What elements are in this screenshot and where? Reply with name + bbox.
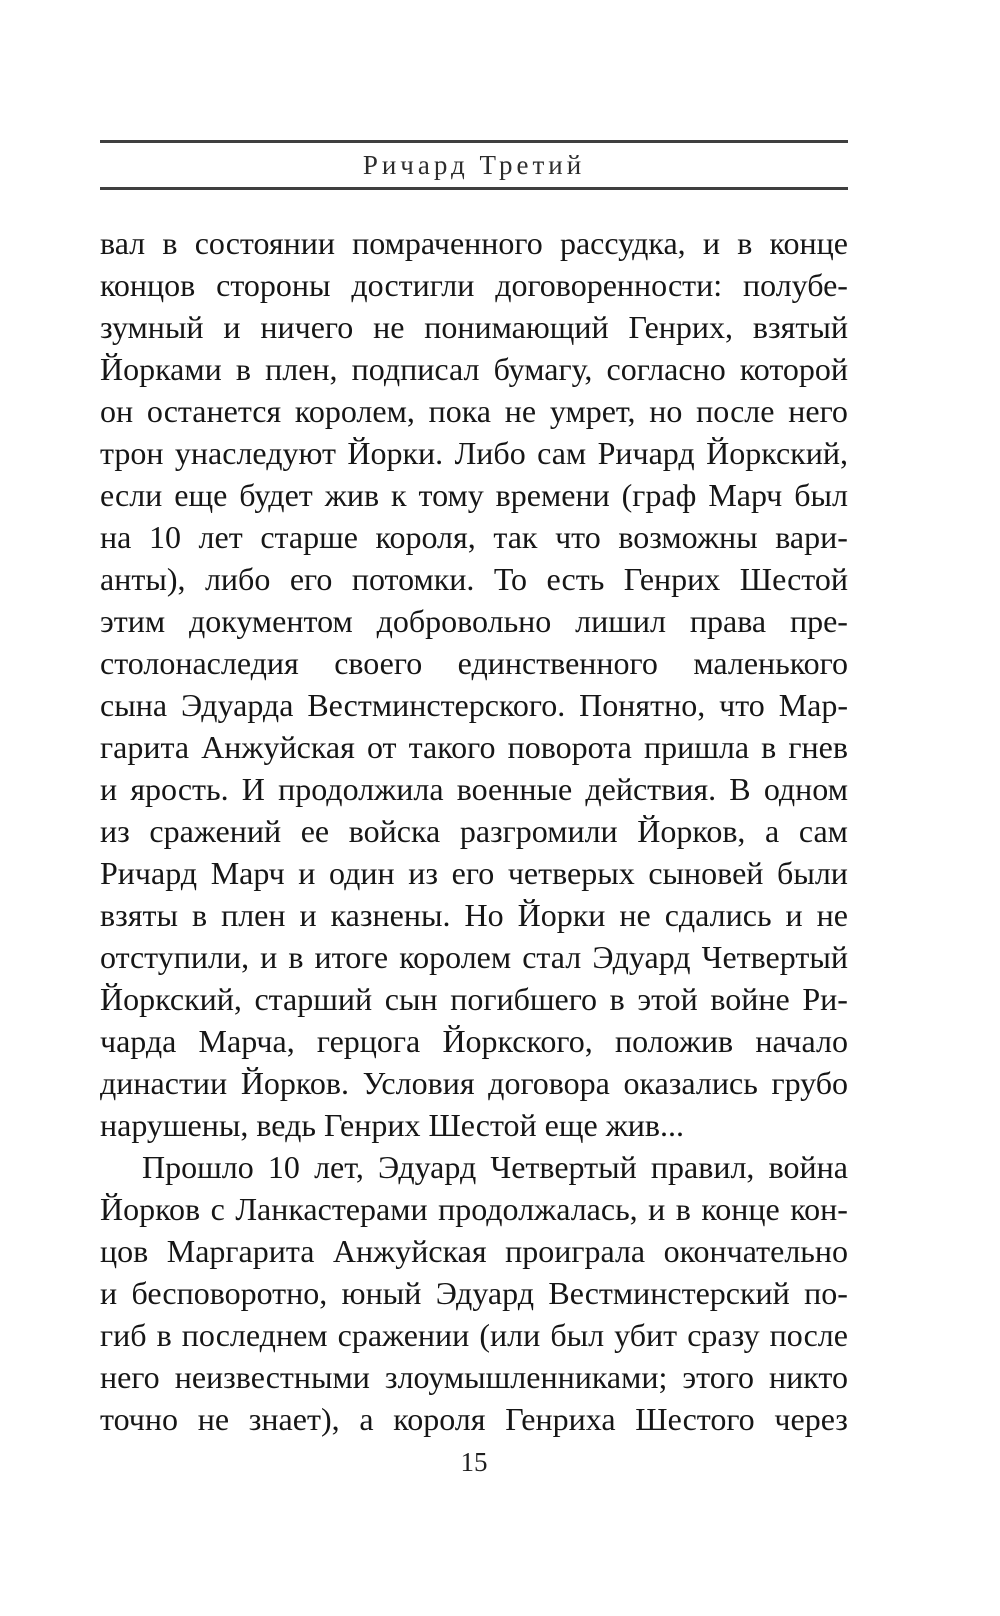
text-word: столонаследия: [100, 645, 299, 681]
text-word: 10: [267, 1149, 300, 1185]
text-word: его: [451, 855, 495, 891]
text-line: [100, 1062, 848, 1104]
text-word: лет,: [314, 1149, 364, 1185]
text-word: понимающий: [424, 309, 609, 345]
text-word: времени: [495, 477, 610, 513]
text-word: взятый: [752, 309, 848, 345]
text-word: В: [729, 771, 751, 807]
text-word: но: [649, 393, 683, 429]
text-word: стал: [522, 939, 582, 975]
text-word: Йорки: [517, 897, 606, 933]
text-line: нарушены, ведь Генрих Шестой еще жив...: [100, 1107, 685, 1143]
text-word: бесповоротно,: [131, 1275, 328, 1311]
text-word: войне: [710, 981, 790, 1017]
text-word: Ричард: [100, 855, 198, 891]
text-word: Йорков: [100, 1191, 201, 1227]
text-word: потомки.: [351, 561, 475, 597]
text-line: [100, 474, 848, 516]
text-word: стороны: [216, 267, 331, 303]
text-word: цов: [100, 1233, 149, 1269]
text-word: подписал: [351, 351, 480, 387]
text-word: плен: [221, 897, 286, 933]
text-word: добровольно: [376, 603, 552, 639]
text-word: разгромили: [459, 813, 618, 849]
text-word: Анжуйская: [201, 729, 355, 765]
text-word: не: [504, 393, 537, 429]
text-word: останется: [146, 393, 282, 429]
text-word: в: [761, 729, 777, 765]
text-word: Йорками: [100, 351, 222, 387]
text-line: [100, 1398, 848, 1440]
text-word: тому: [418, 477, 484, 513]
text-word: пока: [428, 393, 491, 429]
text-word: в: [156, 1317, 172, 1353]
text-line: [100, 852, 848, 894]
text-word: плен,: [265, 351, 338, 387]
text-word: умрет,: [549, 393, 636, 429]
text-word: Йоркский,: [706, 435, 848, 471]
text-word: сам: [798, 813, 848, 849]
text-word: точно: [100, 1401, 178, 1437]
text-word: на: [100, 519, 132, 555]
text-word: через: [774, 1401, 848, 1437]
text-word: Четвертый: [701, 939, 848, 975]
text-word: если: [100, 477, 163, 513]
text-word: старший: [254, 981, 373, 1017]
text-word: начало: [755, 1023, 848, 1059]
text-word: Йоркского,: [442, 1023, 593, 1059]
text-word: кон-: [790, 1191, 848, 1227]
text-word: будет: [239, 477, 313, 513]
text-word: согласно: [606, 351, 726, 387]
text-word: королем,: [294, 393, 415, 429]
text-word: продолжила: [278, 771, 444, 807]
text-word: и: [100, 1275, 118, 1311]
text-word: ее: [300, 813, 330, 849]
text-word: (или: [479, 1317, 541, 1353]
text-line: [100, 516, 848, 558]
text-line: [100, 1230, 848, 1272]
text-word: после: [769, 1317, 848, 1353]
text-word: Йорков.: [240, 1065, 349, 1101]
text-line: [100, 1020, 848, 1062]
text-word: права: [689, 603, 767, 639]
text-word: гиб: [100, 1317, 147, 1353]
text-word: погибшего: [450, 981, 598, 1017]
text-word: и: [260, 939, 278, 975]
text-word: и: [299, 897, 317, 933]
text-word: Мар-: [778, 687, 848, 723]
text-word: возможны: [618, 519, 758, 555]
text-word: из: [408, 855, 439, 891]
text-word: конце: [701, 1191, 780, 1227]
text-line: [100, 1146, 848, 1188]
text-word: казнены.: [330, 897, 451, 933]
text-word: маленького: [693, 645, 848, 681]
text-word: был: [794, 477, 848, 513]
text-word: Эдуарда: [180, 687, 294, 723]
text-word: и: [702, 225, 720, 261]
page-footer: [100, 1447, 848, 1478]
text-word: после: [696, 393, 775, 429]
text-word: Ричард: [597, 435, 695, 471]
text-word: действия.: [585, 771, 717, 807]
text-line: [100, 1272, 848, 1314]
text-word: с: [210, 1191, 225, 1227]
text-word: взяты: [100, 897, 178, 933]
text-word: его: [289, 561, 333, 597]
text-word: Вестминстерский: [548, 1275, 790, 1311]
text-word: Йорки.: [347, 435, 444, 471]
text-word: либо: [204, 561, 271, 597]
text-word: грубо: [771, 1065, 848, 1101]
text-word: так: [493, 519, 538, 555]
text-word: полубе-: [742, 267, 848, 303]
text-word: в: [737, 225, 753, 261]
text-word: пре-: [789, 603, 848, 639]
text-word: лишил: [575, 603, 666, 639]
text-word: ярость.: [130, 771, 229, 807]
text-word: сражений: [149, 813, 282, 849]
text-word: убит: [614, 1317, 678, 1353]
text-word: этой: [637, 981, 698, 1017]
text-word: королем: [399, 939, 512, 975]
text-line: [100, 558, 848, 600]
text-line: [100, 810, 848, 852]
text-word: что: [555, 519, 601, 555]
text-word: Анжуйская: [332, 1233, 487, 1269]
text-word: Либо: [454, 435, 526, 471]
page-body: [100, 222, 848, 1440]
text-word: документом: [188, 603, 353, 639]
text-line: [100, 432, 848, 474]
text-word: такого: [408, 729, 496, 765]
text-word: трон: [100, 435, 164, 471]
text-word: анты),: [100, 561, 186, 597]
text-word: сам: [537, 435, 587, 471]
text-word: правил,: [650, 1149, 755, 1185]
text-word: чарда: [100, 1023, 177, 1059]
text-word: 10: [148, 519, 181, 555]
text-word: Прошло: [142, 1149, 254, 1185]
text-word: И: [241, 771, 265, 807]
text-word: сдались: [664, 897, 772, 933]
text-word: достигли: [351, 267, 475, 303]
text-line: [100, 222, 848, 264]
text-word: Эдуард: [592, 939, 691, 975]
text-word: и: [100, 771, 118, 807]
text-line: [100, 264, 848, 306]
text-word: знает),: [248, 1401, 340, 1437]
text-line: [100, 684, 848, 726]
text-word: Ланкастерами: [235, 1191, 428, 1227]
text-word: которой: [739, 351, 848, 387]
text-word: него: [788, 393, 848, 429]
text-word: положив: [614, 1023, 734, 1059]
text-word: рассудка,: [559, 225, 686, 261]
text-word: были: [777, 855, 848, 891]
text-word: продолжалась,: [438, 1191, 638, 1227]
text-word: злоумышленниками;: [384, 1359, 668, 1395]
text-word: в: [191, 897, 208, 933]
text-line: [100, 978, 848, 1020]
text-word: итоге: [314, 939, 389, 975]
text-word: одном: [763, 771, 848, 807]
text-word: по-: [804, 1275, 848, 1311]
text-line: [100, 348, 848, 390]
text-word: Генрих: [623, 561, 721, 597]
text-word: него: [100, 1359, 160, 1395]
text-word: Шестого: [635, 1401, 755, 1437]
text-word: пришла: [643, 729, 750, 765]
text-word: что: [719, 687, 765, 723]
text-word: Марч: [708, 477, 783, 513]
text-word: юный: [341, 1275, 422, 1311]
text-word: войска: [348, 813, 441, 849]
text-word: сыновей: [648, 855, 764, 891]
text-word: этого: [682, 1359, 755, 1395]
text-word: своего: [334, 645, 423, 681]
text-line: [100, 894, 848, 936]
text-word: договоренности:: [495, 267, 723, 303]
text-word: из: [100, 813, 130, 849]
text-line: [100, 390, 848, 432]
text-word: и: [785, 897, 803, 933]
text-word: конце: [769, 225, 848, 261]
text-word: Ри-: [802, 981, 848, 1017]
text-word: состоянии: [194, 225, 335, 261]
text-word: отступили,: [100, 939, 250, 975]
text-line: [100, 1188, 848, 1230]
text-word: вал: [100, 225, 146, 261]
text-word: в: [235, 351, 251, 387]
text-word: гнев: [788, 729, 848, 765]
text-word: в: [288, 939, 304, 975]
text-word: четверых: [507, 855, 635, 891]
text-word: проиграла: [505, 1233, 646, 1269]
text-word: от: [366, 729, 397, 765]
running-header: [100, 140, 848, 190]
text-word: короля: [393, 1401, 486, 1437]
text-word: герцога: [316, 1023, 421, 1059]
text-word: Эдуард: [377, 1149, 477, 1185]
text-word: сразу: [687, 1317, 760, 1353]
text-word: в: [609, 981, 625, 1017]
text-word: война: [768, 1149, 848, 1185]
text-word: этим: [100, 603, 166, 639]
text-word: не: [373, 309, 405, 345]
text-word: был: [550, 1317, 605, 1353]
text-line: [100, 642, 848, 684]
text-line: [100, 1356, 848, 1398]
header-rule-bottom: [100, 187, 848, 190]
text-word: и: [298, 855, 316, 891]
text-word: а: [765, 813, 780, 849]
text-word: Вестминстерского.: [307, 687, 566, 723]
page-number: 15: [460, 1447, 488, 1477]
text-line: [100, 936, 848, 978]
text-word: в: [675, 1191, 691, 1227]
text-line: [100, 768, 848, 810]
text-word: еще: [174, 477, 228, 513]
text-word: помраченного: [352, 225, 543, 261]
text-word: Марча,: [198, 1023, 295, 1059]
text-word: бумагу,: [493, 351, 593, 387]
text-word: сына: [100, 687, 168, 723]
text-word: вари-: [775, 519, 848, 555]
text-word: он: [100, 393, 134, 429]
text-word: последнем: [181, 1317, 328, 1353]
text-word: Шестой: [739, 561, 848, 597]
text-word: неизвестными: [174, 1359, 370, 1395]
text-line: [100, 306, 848, 348]
text-line: [100, 726, 848, 768]
text-word: Йоркский,: [100, 981, 242, 1017]
text-word: Марч: [210, 855, 285, 891]
text-word: сражении: [337, 1317, 470, 1353]
text-word: в: [162, 225, 178, 261]
text-word: Но: [464, 897, 504, 933]
text-word: оказались: [623, 1065, 758, 1101]
text-word: не: [197, 1401, 230, 1437]
text-word: То: [493, 561, 528, 597]
text-word: Маргарита: [166, 1233, 315, 1269]
text-word: сын: [384, 981, 438, 1017]
page-content: [100, 140, 848, 1478]
text-word: единственного: [457, 645, 658, 681]
text-word: короля,: [375, 519, 476, 555]
text-word: жив: [324, 477, 380, 513]
text-word: поворота: [507, 729, 632, 765]
running-header-title: Ричард Третий: [362, 150, 586, 180]
text-word: концов: [100, 267, 196, 303]
text-word: (граф: [621, 477, 697, 513]
text-word: не: [619, 897, 651, 933]
text-word: ничего: [260, 309, 354, 345]
text-word: гарита: [100, 729, 190, 765]
text-word: окончательно: [663, 1233, 848, 1269]
text-word: лет: [198, 519, 243, 555]
text-word: не: [816, 897, 848, 933]
text-word: один: [329, 855, 395, 891]
text-word: к: [391, 477, 407, 513]
text-word: Условия: [362, 1065, 475, 1101]
text-word: Четвертый: [490, 1149, 637, 1185]
text-line: [100, 1314, 848, 1356]
text-word: династии: [100, 1065, 228, 1101]
text-word: зумный: [100, 309, 204, 345]
text-word: никто: [769, 1359, 848, 1395]
text-word: а: [359, 1401, 374, 1437]
text-word: Генриха: [505, 1401, 616, 1437]
text-word: старше: [260, 519, 358, 555]
text-word: договора: [488, 1065, 610, 1101]
text-word: Эдуард: [435, 1275, 534, 1311]
text-line: [100, 600, 848, 642]
text-word: и: [648, 1191, 666, 1227]
text-word: и: [223, 309, 241, 345]
text-word: Генрих,: [628, 309, 734, 345]
text-word: Понятно,: [579, 687, 706, 723]
text-word: унаследуют: [174, 435, 336, 471]
text-word: военные: [456, 771, 573, 807]
text-word: Йорков,: [637, 813, 746, 849]
text-word: есть: [546, 561, 605, 597]
